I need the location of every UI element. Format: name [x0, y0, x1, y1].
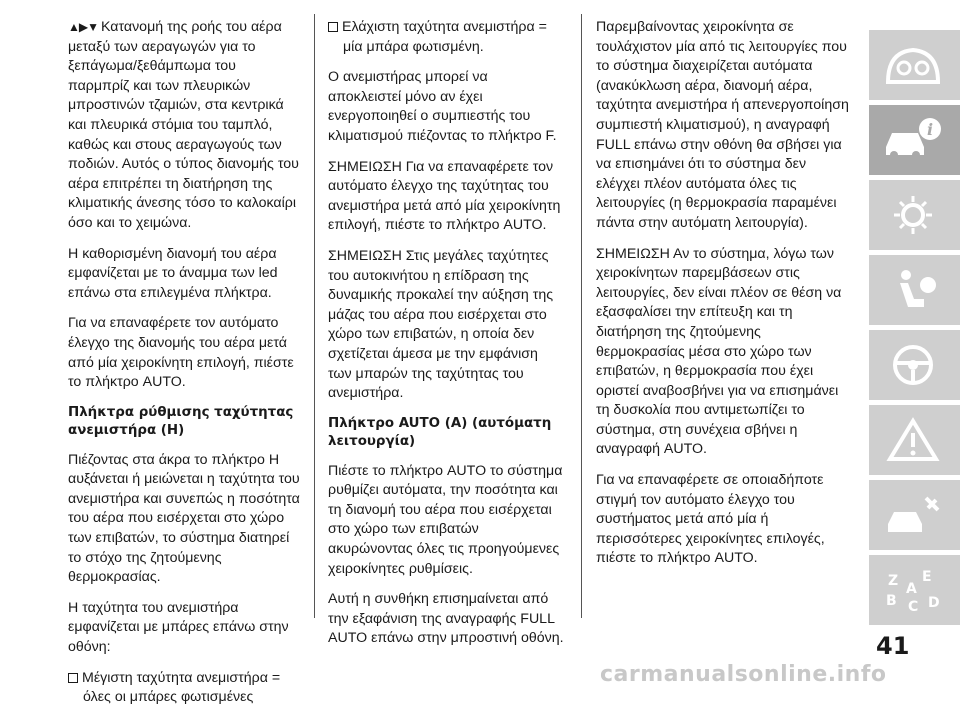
- car-info-icon: [882, 117, 944, 163]
- checkbox-bullet-icon: [68, 673, 78, 683]
- bullet-item: Ελάχιστη ταχύτητα ανεμιστήρα = μία μπάρα φωτισμένη.: [328, 18, 564, 57]
- paragraph: Η καθορισμένη διανομή του αέρα εμφανίζεται με το άναμμα των led επάνω στα επιλεγμένα πλήκτρα.: [68, 245, 278, 301]
- warning-light-icon: [882, 192, 944, 238]
- tab-car-info[interactable]: [869, 105, 960, 175]
- column-divider: [581, 14, 582, 618]
- text-column-2: [328, 18, 564, 660]
- car-dashboard-icon: [882, 42, 944, 88]
- paragraph: ΣΗΜΕΙΩΣΗ Αν το σύστημα, λόγω των χειροκίνητων παρεμβάσεων στις λειτουργίες, δεν είναι πλέον σε θέση να εξασφαλίσει την επίτευξη και τη διατήρηση της ζητούμενης θερμοκρασίας μέσα στο χώρο των επιβατών, η θερμοκρασία που έχει οριστεί αναβοσβήνει για να επισημάνει τη δυσκολία που αντιμετωπίζει το σύστημα, στη συνέχεια σβήνει η αναγραφή AUTO.: [596, 245, 842, 458]
- alphabet-index-icon: [882, 567, 944, 613]
- warning-triangle-icon: [882, 417, 944, 463]
- chapter-tabs-sidebar: [861, 0, 960, 686]
- text-column-3: [596, 18, 851, 580]
- paragraph: Η ταχύτητα του ανεμιστήρα εμφανίζεται με μπάρες επάνω στην οθόνη:: [68, 599, 289, 656]
- tab-technical-data[interactable]: [869, 555, 960, 625]
- tab-maintenance[interactable]: [869, 480, 960, 550]
- svg-text:D: D: [928, 595, 940, 611]
- svg-text:Z: Z: [888, 573, 899, 589]
- tab-starting-driving[interactable]: [869, 330, 960, 400]
- watermark: carmanualsonline.info: [600, 662, 887, 687]
- svg-text:E: E: [922, 569, 932, 585]
- paragraph: Πιέζοντας στα άκρα το πλήκτρο H αυξάνεται ή μειώνεται η ταχύτητα του ανεμιστήρα και συνεπώς η ποσότητα του αέρα που εισέρχεται στο χώρο των επιβατών, το σύστημα διατηρεί το στόχο της ζητούμενης θερμοκρασίας.: [68, 451, 300, 586]
- bullet-item: Μέγιστη ταχύτητα ανεμιστήρα = όλες οι μπάρες φωτισμένες: [68, 669, 300, 708]
- paragraph: ▲▶▼ Κατανομή της ροής του αέρα μεταξύ των αεραγωγών για το ξεπάγωμα/ξεθάμπωμα του παρμπρίζ και των πλευρικών μπροστινών τζαμιών, στα κεντρικά και πλευρικά στόμια του ταμπλό, καθώς και στους αεραγωγούς των ποδιών. Αυτός ο τύπος διανομής του αέρα επιτρέπει τη διατήρηση της κλιματικής άνεσης τόσο το καλοκαίρι όσο και το χειμώνα.: [68, 19, 299, 231]
- svg-text:i: i: [926, 120, 934, 139]
- paragraph: Για να επαναφέρετε τον αυτόματο έλεγχο της διανομής του αέρα μετά από μία χειροκίνητη επιλογή, πιέστε το πλήκτρο AUTO.: [68, 315, 294, 391]
- wrench-car-icon: [882, 492, 944, 538]
- airbag-seat-icon: [882, 267, 944, 313]
- paragraph: Ο ανεμιστήρας μπορεί να αποκλειστεί μόνο αν έχει ενεργοποιηθεί ο συμπιεστής του κλιματισμού πιέζοντας το πλήκτρο F.: [328, 69, 557, 144]
- paragraph: ΣΗΜΕΙΩΣΗ Για να επαναφέρετε τον αυτόματο έλεγχο της ταχύτητας του ανεμιστήρα μετά από μία χειροκίνητη επιλογή, πιέστε το πλήκτρο AUTO.: [328, 158, 561, 234]
- paragraph: Για να επαναφέρετε σε οποιαδήποτε στιγμή τον αυτόματο έλεγχο του συστήματος μετά από μία ή περισσότερες χειροκίνητες επιλογές, πιέστε το πλήκτρο AUTO.: [596, 472, 825, 567]
- paragraph: Παρεμβαίνοντας χειροκίνητα σε τουλάχιστον μία από τις λειτουργίες που το σύστημα διαχειρίζεται αυτόματα (ανακύκλωση αέρα, διανομή αέρα, ταχύτητα ανεμιστήρα ή απενεργοποίηση συμπιεστή κλιματισμού), η αναγραφή FULL επάνω στην οθόνη θα σβήσει για να επισημάνει ότι το σύστημα δεν ελέγχει πλέον αυτόματα όλες τις λειτουργίες (η θερμοκρασία παραμένει πάντα στην αυτόματη λειτουργία).: [596, 19, 849, 231]
- text-column-1: [68, 18, 300, 719]
- paragraph: ΣΗΜΕΙΩΣΗ Στις μεγάλες ταχύτητες του αυτοκινήτου η επίδραση της δυναμικής προκαλεί την αύξηση της μάζας του αέρα που εισέρχεται στο χώρο των επιβατών, η οποία δεν σχετίζεται άμεσα με την εμφάνιση των μπαρών της ταχύτητας του ανεμιστήρα.: [328, 247, 554, 402]
- tab-dashboard[interactable]: [869, 30, 960, 100]
- page-number: 41: [876, 632, 910, 660]
- steering-wheel-icon: [882, 342, 944, 388]
- tab-warning-lights[interactable]: [869, 180, 960, 250]
- svg-text:A: A: [906, 581, 917, 597]
- tab-safety[interactable]: [869, 255, 960, 325]
- tab-emergency[interactable]: [869, 405, 960, 475]
- paragraph: Αυτή η συνθήκη επισημαίνεται από την εξαφάνιση της αναγραφής FULL AUTO επάνω στην μπροστινή οθόνη.: [328, 591, 564, 647]
- air-direction-icons: ▲▶▼: [68, 20, 98, 34]
- svg-text:C: C: [908, 599, 919, 613]
- section-heading: Πλήκτρο AUTO (A) (αυτόματη λειτουργία): [328, 415, 552, 449]
- column-divider: [314, 14, 315, 618]
- checkbox-bullet-icon: [328, 22, 338, 32]
- paragraph: Πιέστε το πλήκτρο AUTO το σύστημα ρυθμίζει αυτόματα, την ποσότητα και τη διανομή του αέρα που εισέρχεται στο χώρο των επιβατών ακυρώνοντας όλες τις προηγούμενες χειροκίνητες ρυθμίσεις.: [328, 462, 563, 577]
- section-heading: Πλήκτρα ρύθμισης ταχύτητας ανεμιστήρα (H): [68, 404, 294, 438]
- svg-text:B: B: [886, 593, 897, 609]
